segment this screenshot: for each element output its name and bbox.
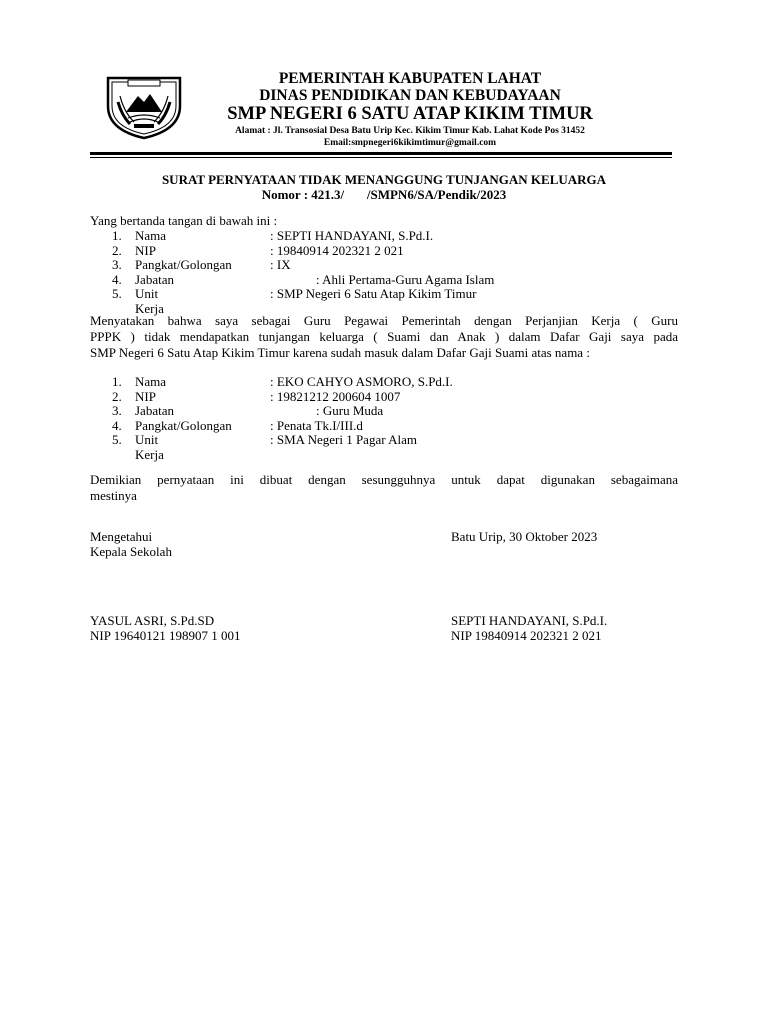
letterhead-divider-thin [90, 157, 672, 158]
closing-line: mestinya [90, 488, 137, 503]
item-label: Jabatan [135, 403, 174, 418]
item-number: 5. [112, 286, 122, 301]
item-label: Nama [135, 228, 167, 243]
intro-text: Yang bertanda tangan di bawah ini : [90, 213, 278, 228]
item-number: 4. [112, 417, 122, 433]
letterhead-divider-thick [90, 152, 672, 155]
item-number: 1. [112, 374, 122, 389]
item-label: Unit Kerja [135, 286, 164, 316]
statement-line: SMP Negeri 6 Satu Atap Kikim Timur karena sudah masuk dalam Dafar Gaji Suami atas nama : [90, 345, 590, 360]
school-email: Email:smpnegeri6kikimtimur@gmail.com [323, 138, 497, 148]
item-value: : EKO CAHYO ASMORO, S.Pd.I. [270, 374, 453, 389]
principal-name: YASUL ASRI, S.Pd.SD [90, 613, 215, 628]
government-name: PEMERINTAH KABUPATEN LAHAT [278, 70, 542, 87]
item-number: 2. [112, 388, 122, 404]
department-name: DINAS PENDIDIKAN DAN KEBUDAYAAN [259, 87, 561, 104]
school-address: Alamat : Jl. Transosial Desa Batu Urip Kec. Kikim Timur Kab. Lahat Kode Pos 31452 [235, 126, 585, 136]
item-value: : SMA Negeri 1 Pagar Alam [270, 432, 417, 447]
item-value: : IX [270, 257, 291, 272]
principal-nip: NIP 19640121 198907 1 001 [90, 627, 241, 643]
item-label: NIP [135, 388, 156, 404]
letterhead [180, 70, 640, 149]
item-label: Pangkat/Golongan [135, 417, 232, 433]
place-date: Batu Urip, 30 Oktober 2023 [451, 529, 598, 544]
item-label: Pangkat/Golongan [135, 257, 232, 272]
item-value: : 19840914 202321 2 021 [270, 242, 404, 258]
signature-block-left [90, 530, 172, 559]
statement-paragraph [90, 313, 678, 361]
declarant-name: SEPTI HANDAYANI, S.Pd.I. [451, 613, 608, 628]
item-value: : Guru Muda [316, 403, 384, 418]
item-number: 3. [112, 403, 122, 418]
item-label: Jabatan [135, 271, 174, 287]
item-number: 3. [112, 257, 122, 272]
item-number: 4. [112, 271, 122, 287]
declarant-nip: NIP 19840914 202321 2 021 [451, 627, 602, 643]
statement-line: Menyatakan bahwa saya sebagai Guru Pegawai Pemerintah dengan Perjanjian Kerja ( Guru [90, 313, 678, 328]
school-name: SMP NEGERI 6 SATU ATAP KIKIM TIMUR [227, 104, 593, 124]
item-number: 2. [112, 242, 122, 258]
item-label: Unit Kerja [135, 432, 164, 462]
item-value: : SMP Negeri 6 Satu Atap Kikim Timur [270, 286, 477, 301]
item-value: : 19821212 200604 1007 [270, 388, 401, 404]
signature-block-right [451, 530, 597, 545]
closing-paragraph [90, 472, 678, 504]
declarant-signatory [451, 614, 607, 643]
item-number: 5. [112, 432, 122, 447]
item-value: : Ahli Pertama-Guru Agama Islam [316, 271, 495, 287]
principal-title: Kepala Sekolah [90, 543, 172, 559]
item-label: NIP [135, 242, 156, 258]
document-title [90, 173, 678, 202]
item-value: : Penata Tk.I/III.d [270, 417, 363, 433]
regency-emblem-icon [104, 72, 184, 140]
statement-line: PPPK ) tidak mendapatkan tunjangan keluarga ( Suami dan Anak ) dalam Dafar Gaji saya pada [90, 329, 678, 344]
closing-line: Demikian pernyataan ini dibuat dengan sesungguhnya untuk dapat digunakan sebagaimana [90, 472, 678, 487]
item-number: 1. [112, 228, 122, 243]
item-value: : SEPTI HANDAYANI, S.Pd.I. [270, 228, 434, 243]
letter-number: Nomor : 421.3/ /SMPN6/SA/Pendik/2023 [261, 186, 507, 202]
item-label: Nama [135, 374, 167, 389]
acknowledgement-label: Mengetahui [90, 529, 153, 544]
principal-signatory [90, 614, 240, 643]
title-heading: SURAT PERNYATAAN TIDAK MENANGGUNG TUNJANGAN KELUARGA [161, 172, 607, 187]
